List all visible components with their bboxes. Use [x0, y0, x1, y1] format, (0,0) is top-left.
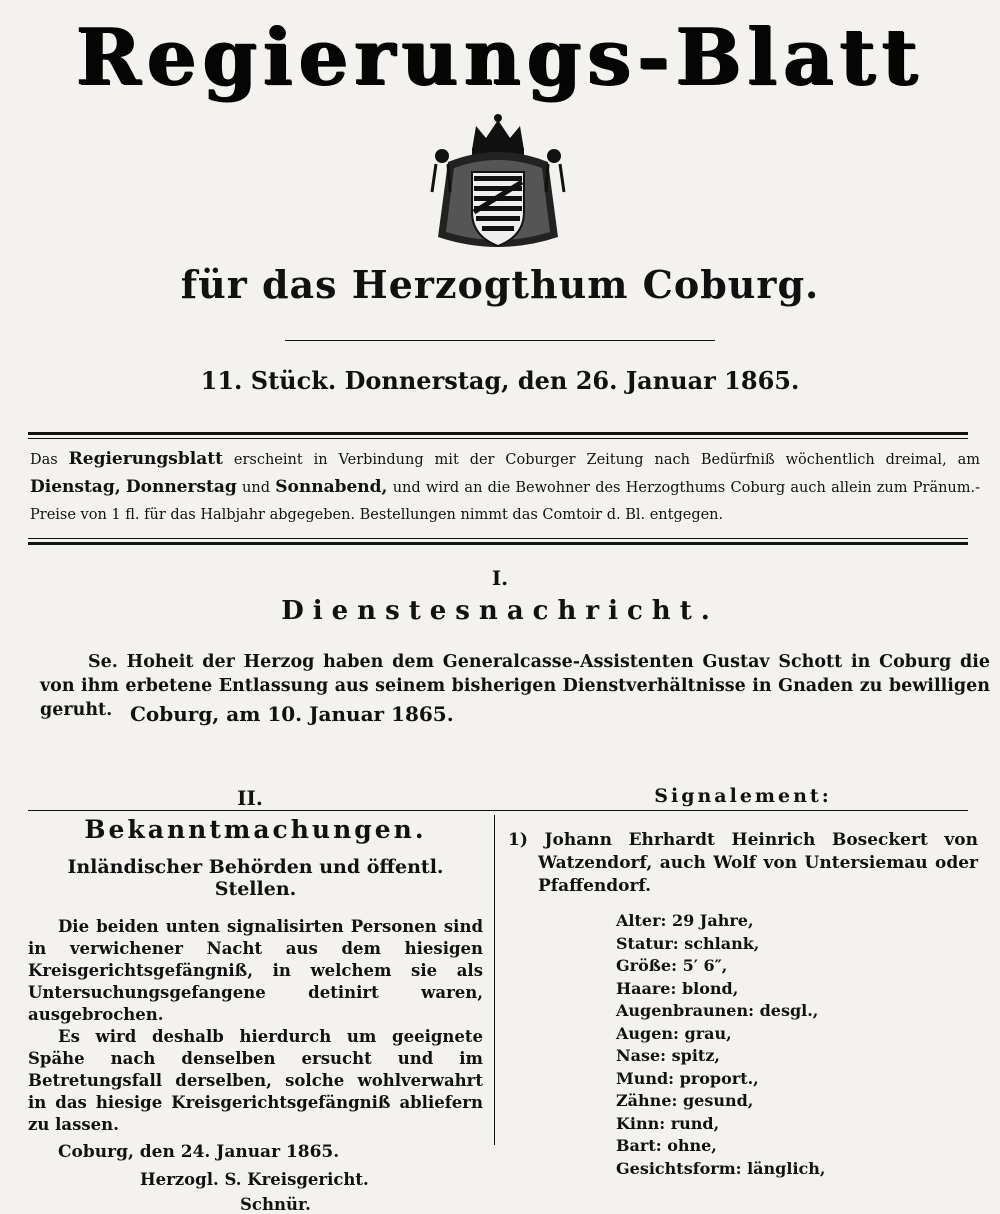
- trait-item: Nase: spitz,: [616, 1046, 720, 1065]
- trait-list: [508, 910, 978, 1180]
- masthead-subtitle: für das Herzogthum Coburg.: [180, 262, 820, 307]
- notice-text: und wird an die Bewohner des Herzogthums Coburg auch allein zum Pränum.-Preise von 1 fl. für das Halbjahr abgegeben. Bestellungen nimmt das Comtoir d. Bl. entgegen.: [30, 480, 981, 523]
- issue-line: 11. Stück. Donnerstag, den 26. Januar 1865.: [200, 366, 800, 395]
- issuing-authority: Herzogl. S. Kreisgericht.: [140, 1170, 369, 1189]
- divider: [28, 432, 968, 435]
- trait-item: Augen: grau,: [616, 1023, 732, 1043]
- announcement-paragraph: Es wird deshalb hierdurch um geeignete Spähe nach denselben ersucht und im Betretungsfall derselben, solche wohlverwahrt in das hiesige Kreisgerichtsgefängniß abliefern zu lassen.: [28, 1027, 483, 1134]
- trait-item: Gesichtsform: länglich,: [616, 1158, 826, 1178]
- notice-emphasis: Regierungsblatt: [68, 449, 223, 469]
- notice-text: und: [242, 480, 270, 496]
- trait-item: Größe: 5′ 6″,: [616, 956, 728, 975]
- notice-text: Das: [30, 452, 58, 468]
- section-heading: Dienstesnachricht.: [281, 596, 719, 626]
- section-subheading: Inländischer Behörden und öffentl. Stellen.: [67, 856, 444, 900]
- announcements-column: [28, 815, 483, 1214]
- trait-item: Haare: blond,: [616, 978, 739, 998]
- dateline: Coburg, den 24. Januar 1865.: [58, 1142, 340, 1162]
- trait-item: Kinn: rund,: [616, 1113, 720, 1133]
- trait-item: Mund: proport.,: [616, 1068, 759, 1088]
- divider: [28, 438, 968, 439]
- notice-text: erscheint in Verbindung mit der Coburger Zeitung nach Bedürfniß wöchentlich dreimal, am: [233, 452, 980, 468]
- notice-emphasis: Donnerstag: [125, 477, 237, 497]
- dateline: Coburg, am 10. Januar 1865.: [130, 702, 454, 726]
- signature: Schnür.: [240, 1195, 311, 1214]
- column-divider: [494, 815, 495, 1145]
- divider: [28, 542, 968, 545]
- notice-emphasis: Sonnabend,: [275, 477, 388, 497]
- trait-item: Zähne: gesund,: [616, 1091, 754, 1110]
- publication-notice: [30, 446, 980, 529]
- notice-emphasis: Dienstag,: [30, 477, 121, 497]
- section-body: Se. Hoheit der Herzog haben dem Generalcasse-Assistenten Gustav Schott in Coburg die von ihm erbetene Entlassung aus seinem bisherigen Dienstverhältnisse in Gnaden zu bewilligen geruht.: [40, 652, 990, 720]
- person-description: 1) Johann Ehrhardt Heinrich Boseckert von Watzendorf, auch Wolf von Untersiemau oder Pfaffendorf.: [508, 830, 978, 896]
- signalement-column: [508, 785, 978, 1180]
- trait-item: Alter: 29 Jahre,: [616, 911, 754, 930]
- divider: [285, 340, 715, 341]
- ducal-crest-icon: [428, 112, 568, 257]
- masthead-title: Regierungs-Blatt: [76, 12, 924, 103]
- trait-item: Augenbraunen: desgl.,: [616, 1001, 819, 1020]
- section-numeral: I.: [491, 566, 509, 590]
- section-heading: Bekanntmachungen.: [84, 815, 427, 844]
- announcement-paragraph: Die beiden unten signalisirten Personen sind in verwichener Nacht aus dem hiesigen Kreisgerichtsgefängniß, in welchem sie als Untersuchungsgefangene detinirt waren, ausgebrochen.: [28, 917, 483, 1024]
- divider: [28, 538, 968, 539]
- signalement-title: Signalement:: [654, 785, 832, 807]
- section-numeral: II.: [237, 786, 263, 810]
- trait-item: Bart: ohne,: [616, 1136, 717, 1155]
- trait-item: Statur: schlank,: [616, 933, 760, 953]
